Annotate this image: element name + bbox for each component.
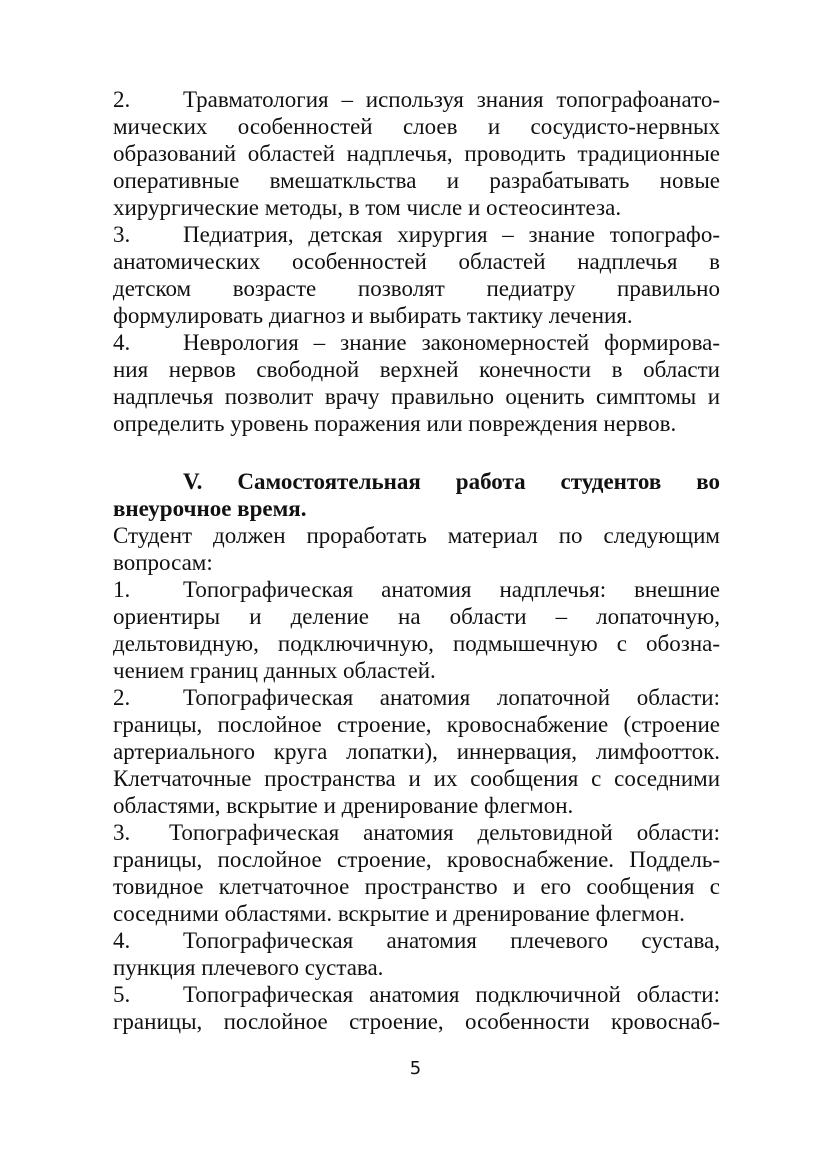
list-item-line: товидное клетчаточное пространство и его сообщения с [113, 874, 720, 899]
self-study-list [113, 522, 720, 1035]
question-5-line-1 [113, 981, 720, 1008]
list-item-number: 2. [113, 87, 131, 112]
list-item-line: определить уровень поражения или повреждения нервов. [113, 411, 677, 436]
list-item-number: 4. [113, 928, 131, 953]
page-number: 5 [409, 1058, 422, 1079]
list-item-line: ния нервов свободной верхней конечности в области [113, 357, 720, 382]
list-item-line: мических особенностей слоев и сосудисто-нервных [113, 114, 720, 139]
list-item-line: формулировать диагноз и выбирать тактику лечения. [113, 303, 633, 328]
list-item-line: хирургические методы, в том числе и остеосинтеза. [113, 195, 622, 220]
list-item-line: границы, послойное строение, кровоснабжение. Поддель- [113, 847, 720, 872]
list-item-line: надплечья позволит врачу правильно оценить симптомы и [113, 384, 720, 409]
list-item-line: дельтовидную, подключичную, подмышечную с обозна- [113, 631, 720, 656]
intro-line: вопросам: [113, 550, 213, 575]
list-item-text: Топографическая анатомия дельтовидной области: [169, 820, 720, 845]
section-heading-line-1: V. Самостоятельная работа студентов во [183, 469, 720, 494]
list-item-text: Травматология – используя знания топографоанато- [183, 87, 720, 112]
section-heading [113, 468, 720, 522]
list-item-3-line-1 [113, 221, 720, 248]
list-item-line: чением границ данных областей. [113, 658, 436, 683]
list-item-line: анатомических особенностей областей надплечья в [113, 249, 720, 274]
list-item-text: Топографическая анатомия лопаточной области: [183, 685, 720, 710]
list-item-number: 1. [113, 577, 131, 602]
list-item-number: 2. [113, 685, 131, 710]
list-item-line: границы, послойное строение, кровоснабжение (строение [113, 712, 720, 737]
list-item-line: детском возрасте позволят педиатру правильно [113, 276, 720, 301]
list-item-line: границы, послойное строение, особенности кровоснаб- [113, 1009, 720, 1034]
list-item-2-line-1 [113, 86, 720, 113]
question-2-line-1 [113, 684, 720, 711]
question-4-line-1 [113, 927, 720, 954]
question-1-line-1 [113, 576, 720, 603]
list-item-text: Педиатрия, детская хирургия – знание топографо- [183, 222, 720, 247]
list-item-number: 4. [113, 330, 131, 355]
question-3-line-1 [113, 819, 720, 846]
section-heading-line-2: внеурочное время. [113, 496, 307, 521]
list-item-text: Топографическая анатомия надплечья: внешние [183, 577, 720, 602]
list-item-number: 5. [113, 982, 131, 1007]
list-item-4-line-1 [113, 329, 720, 356]
list-item-number: 3. [113, 820, 131, 845]
list-item-number: 3. [113, 222, 131, 247]
list-item-line: артериального круга лопатки), иннервация, лимфоотток. [113, 739, 720, 764]
list-item-line: оперативные вмешаткльства и разрабатывать новые [113, 168, 720, 193]
list-item-text: Топографическая анатомия плечевого сустава, [183, 928, 720, 953]
list-item-line: образований областей надплечья, проводить традиционные [113, 141, 720, 166]
list-item-text: Топографическая анатомия подключичной области: [183, 982, 720, 1007]
list-item-line: ориентиры и деление на области – лопаточную, [113, 604, 720, 629]
list-item-text: Неврология – знание закономерностей формирова- [183, 330, 720, 355]
list-item-line: Клетчаточные пространства и их сообщения с соседними [113, 766, 720, 791]
list-item-line: областями, вскрытие и дренирование флегмон. [113, 793, 574, 818]
list-item-line: пункция плечевого сустава. [113, 955, 384, 980]
list-item-line: соседними областями. вскрытие и дренирование флегмон. [113, 901, 685, 926]
list-continuation [113, 86, 720, 437]
intro-line: Студент должен проработать материал по следующим [113, 523, 720, 548]
